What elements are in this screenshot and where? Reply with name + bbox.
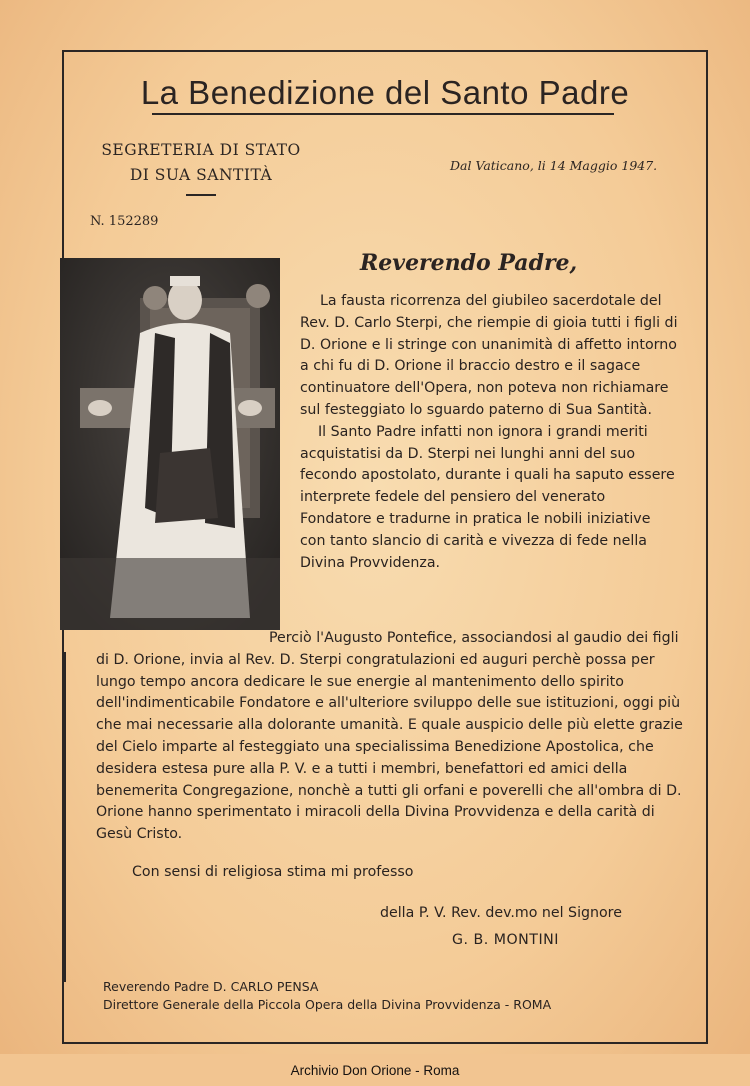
title-underline	[152, 113, 614, 115]
dateline: Dal Vaticano, li 14 Maggio 1947.	[450, 158, 658, 173]
signoff-block	[380, 900, 690, 954]
archive-footer: Archivio Don Orione - Roma	[290, 1063, 460, 1078]
addressee-line-2: Direttore Generale della Piccola Opera della Divina Provvidenza - ROMA	[103, 997, 552, 1012]
closing-line: Con sensi di religiosa stima mi professo	[132, 864, 414, 880]
letter-paragraphs-column	[300, 291, 680, 574]
secretariat-line-1: SEGRETERIA DI STATO	[101, 141, 301, 159]
letter-paragraph-1: La fausta ricorrenza del giubileo sacerdotale del Rev. D. Carlo Sterpi, che riempie di gioia tutti i figli di D. Orione e li stringe con unanimità di affetto intorno a chi fu di D. Orione il braccio destro e il sagace continuatore dell'Opera, non poteva non richiamare sul festeggiato lo sguardo paterno di Sua Santità.	[300, 293, 678, 418]
letter-paragraph-3-block	[96, 628, 684, 846]
signature: G. B. MONTINI	[452, 932, 559, 948]
letter-paragraph-2: Il Santo Padre infatti non ignora i grandi meriti acquistatisi da D. Sterpi nei lunghi anni del suo fecondo apostolato, durante i quali ha saputo essere interprete fedele del pensiero del venerato Fondatore e tradurne in pratica le nobili iniziative con tanto slancio di carità e vivezza di fede nella Divina Provvidenza.	[300, 423, 675, 571]
addressee-line-1: Reverendo Padre D. CARLO PENSA	[103, 979, 319, 994]
letter-paragraph-3: Perciò l'Augusto Pontefice, associandosi al gaudio dei figli di D. Orione, invia al Rev. D. Sterpi congratulazioni ed auguri perchè possa per lungo tempo ancora dedicare le sue energie al mantenimento dello spirito dell'indimenticabile Fondatore e all'ulteriore sviluppo delle sue istituzioni, oggi più che mai necessarie alla dolorante umanità. E quale auspicio delle più elette grazie del Cielo imparte al festeggiato una specialissima Benedizione Apostolica, che desidera estesa pure alla P. V. e a tutti i membri, benefattori ed amici della benemerita Congregazione, nonchè a tutti gli orfani e poverelli che all'ombra di D. Orione hanno sperimentato i miracoli della Divina Provvidenza e della carità di Gesù Cristo.	[96, 630, 683, 843]
page-title: La Benedizione del Santo Padre	[140, 74, 630, 111]
signoff-line: della P. V. Rev. dev.mo nel Signore	[380, 905, 622, 921]
margin-line	[64, 652, 66, 982]
portrait-image	[60, 258, 280, 630]
secretariat-heading	[86, 138, 316, 188]
pope-portrait-photo	[60, 258, 280, 630]
salutation: Reverendo Padre,	[360, 250, 578, 276]
secretariat-line-2: DI SUA SANTITÀ	[129, 166, 273, 184]
protocol-number: N. 152289	[90, 214, 159, 229]
addressee-block	[103, 978, 551, 1014]
secretariat-rule	[186, 194, 216, 196]
